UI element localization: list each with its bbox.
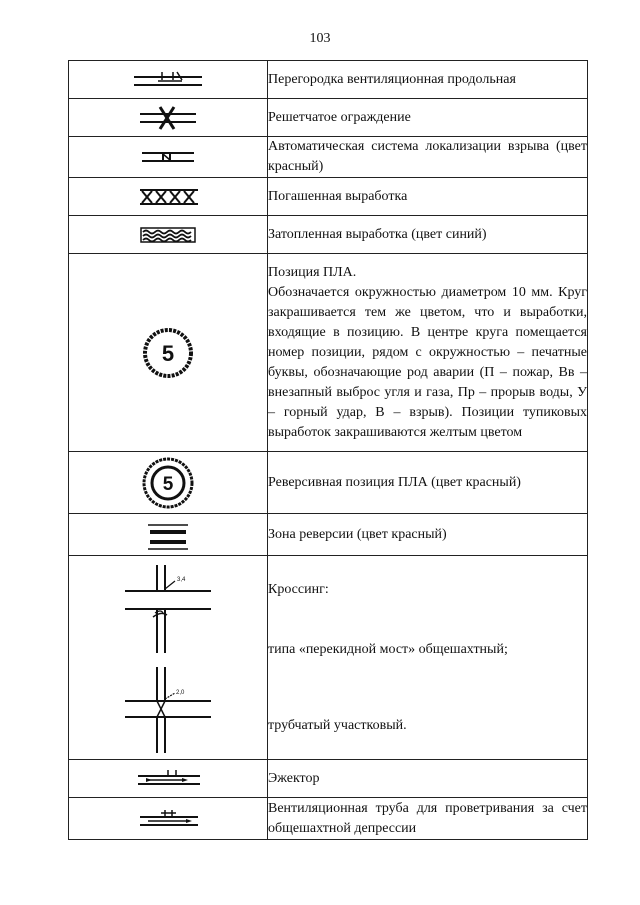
ventilation-pipe-icon bbox=[128, 806, 208, 832]
bridge-crossing-label: 3,4 bbox=[177, 576, 186, 583]
table-row bbox=[69, 556, 588, 760]
reverse-zone-icon bbox=[128, 519, 208, 551]
pla-position-number: 5 bbox=[161, 340, 175, 366]
row-text-pla-position: Обозначается окружностью диаметром 10 мм. Круг закрашивается тем же цветом, что и выработки, входящие в позицию. В центре круга помещается номер позиции, рядом с окружностью – печатные буквы, обозначающие род аварии (П – пожар, Вв – внезапный выброс угля и газа, Пр – прорыв воды, У – горный удар, В – взрыв). Позиции тупиковых выработок закрашиваются желтым цветом bbox=[268, 284, 587, 440]
table-row bbox=[69, 99, 588, 137]
grate-fence-icon bbox=[128, 105, 208, 131]
table-row bbox=[69, 216, 588, 254]
reverse-pla-position-icon bbox=[138, 455, 198, 511]
ejector-icon bbox=[128, 767, 208, 791]
row-title-crossing: Кроссинг: bbox=[268, 581, 329, 597]
table-row bbox=[69, 514, 588, 556]
table-row bbox=[69, 178, 588, 216]
longitudinal-vent-partition-icon bbox=[128, 68, 208, 92]
row-text-reverse-zone: Зона реверсии (цвет красный) bbox=[268, 514, 588, 556]
row-text-ejector: Эжектор bbox=[268, 760, 588, 798]
row-title-pla-position: Позиция ПЛА. bbox=[268, 264, 357, 280]
table-row bbox=[69, 254, 588, 452]
table-row bbox=[69, 760, 588, 798]
pla-position-circle-icon bbox=[138, 323, 198, 383]
extinguished-working-icon bbox=[128, 185, 208, 209]
row-text-tube-crossing: трубчатый участковый. bbox=[268, 717, 407, 733]
table-row bbox=[69, 798, 588, 840]
row-text-extinguished: Погашенная выработка bbox=[268, 178, 588, 216]
reverse-pla-position-number: 5 bbox=[162, 473, 174, 495]
table-row bbox=[69, 61, 588, 99]
row-text-flooded: Затопленная выработка (цвет синий) bbox=[268, 216, 588, 254]
row-text-reverse-pla: Реверсивная позиция ПЛА (цвет красный) bbox=[268, 452, 588, 514]
row-text-grate: Решетчатое ограждение bbox=[268, 99, 588, 137]
table-row bbox=[69, 137, 588, 178]
tube-crossing-label: 2,0 bbox=[176, 689, 185, 696]
tube-crossing-icon bbox=[113, 665, 223, 755]
row-text-bridge-crossing: типа «перекидной мост» общешахтный; bbox=[268, 641, 508, 657]
legend-table bbox=[68, 60, 588, 840]
page-number: 103 bbox=[309, 31, 331, 46]
row-text-partition: Перегородка вентиляционная продольная bbox=[268, 61, 588, 99]
table-row bbox=[69, 452, 588, 514]
flooded-working-icon bbox=[128, 224, 208, 246]
explosion-localization-icon bbox=[128, 146, 208, 168]
row-text-explosion: Автоматическая система локализации взрыва (цвет красный) bbox=[268, 137, 588, 178]
row-text-vent-pipe: Вентиляционная труба для проветривания за счет общешахтной депрессии bbox=[268, 798, 588, 840]
bridge-crossing-icon bbox=[113, 561, 223, 657]
